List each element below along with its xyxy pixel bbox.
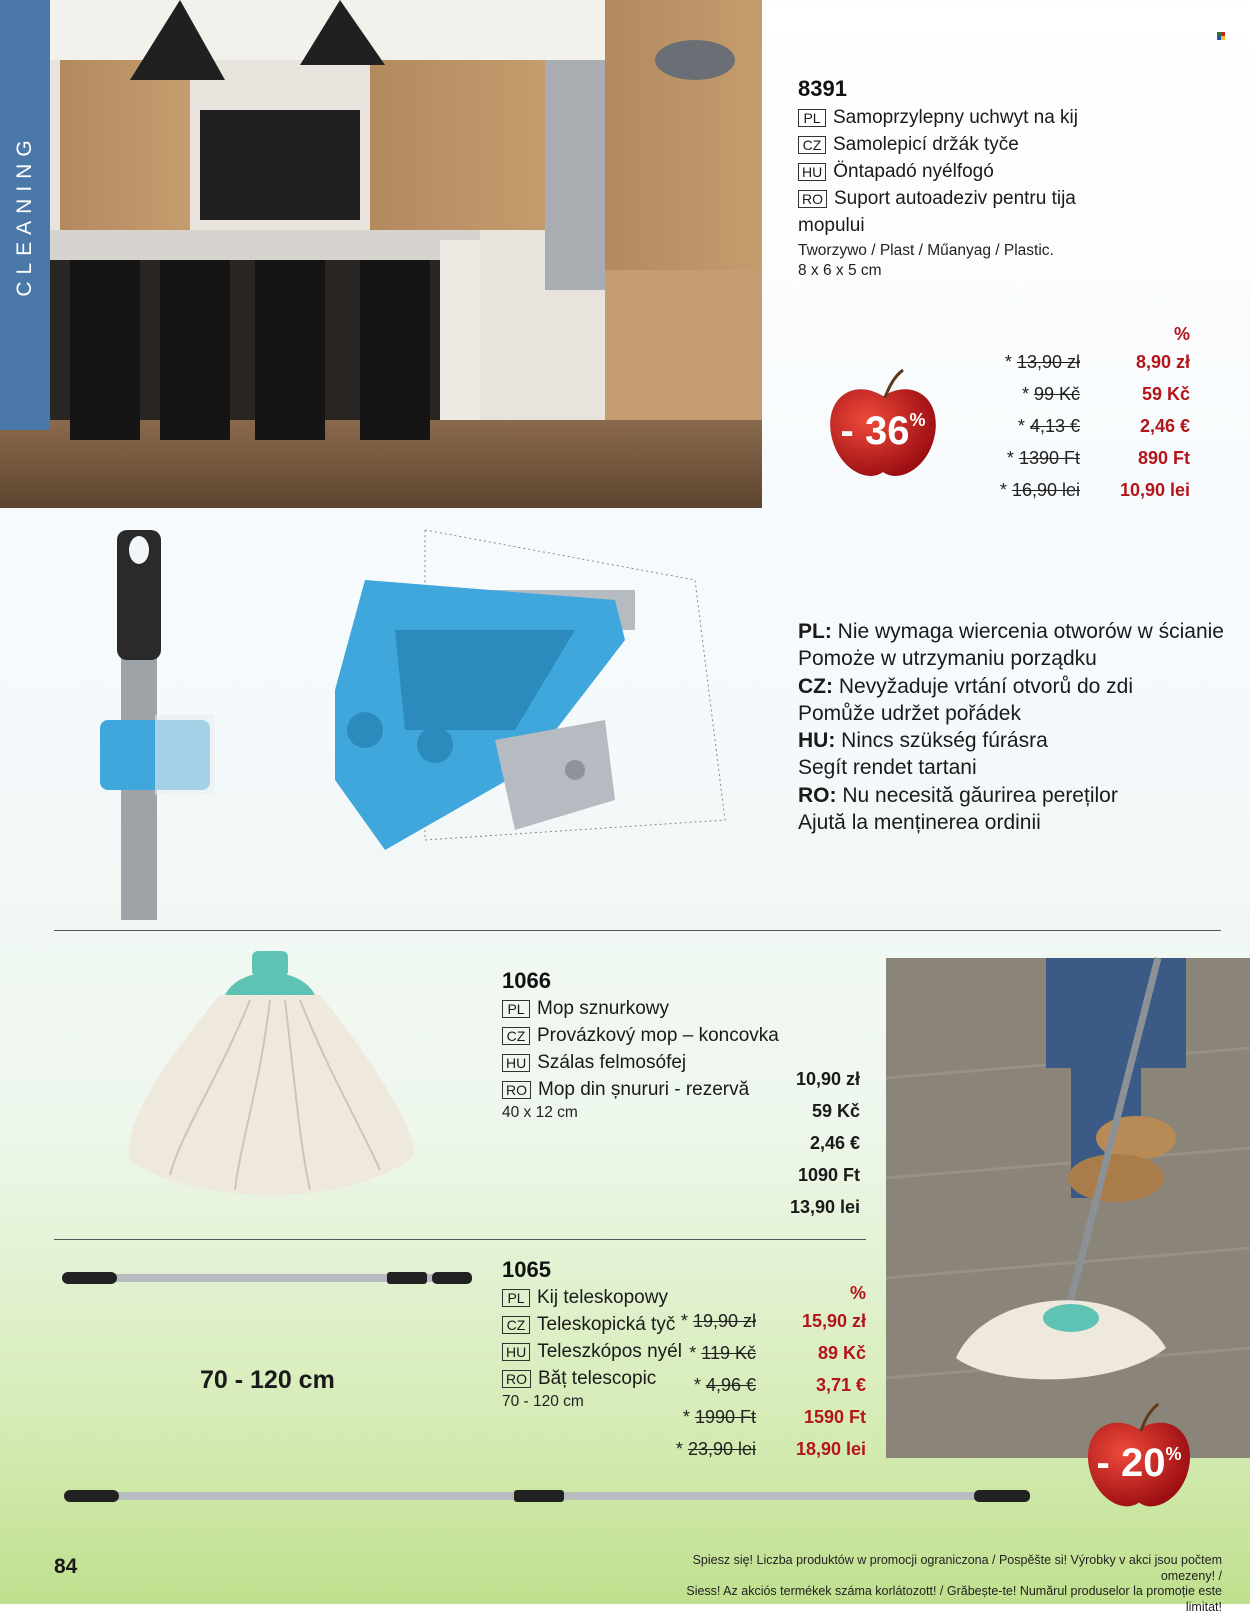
material: Tworzywo / Plast / Műanyag / Plastic.	[798, 242, 1054, 259]
name-text: Băț telescopic	[538, 1368, 657, 1389]
percent-sign: %	[849, 1283, 866, 1303]
name-row	[798, 131, 1078, 158]
price-row	[960, 378, 1190, 410]
dimensions: 70 - 120 cm	[502, 1393, 584, 1410]
lang-tag: HU	[798, 163, 826, 181]
divider	[54, 1239, 866, 1240]
price-row	[960, 442, 1190, 474]
lang-tag: PL	[502, 1289, 530, 1307]
new-price: 3,71 €	[815, 1375, 866, 1395]
name-row	[502, 1022, 779, 1049]
old-price: * 1390 Ft	[1006, 448, 1080, 468]
name-continued: mopului	[798, 215, 865, 236]
name-row	[798, 158, 1078, 185]
price: 59 Kč	[811, 1101, 860, 1121]
promo-disclaimer: Spiesz się! Liczba produktów w promocji ograniczona / Pospěšte si! Výrobky v akci jsou počtem omezeny! / Siess! Az akciós termékek száma korlátozott! / Grăbește-te! Numărul produselor la promoție este limitat!	[686, 1553, 1222, 1614]
lang-tag: RO	[502, 1081, 531, 1099]
flag-icon	[1217, 32, 1225, 40]
divider	[54, 930, 1221, 931]
price-row	[960, 410, 1190, 442]
price-row	[636, 1369, 866, 1401]
price-row	[636, 1401, 866, 1433]
feature-list	[798, 618, 1224, 836]
discount-badge	[1080, 1402, 1198, 1518]
percent-sign: %	[1173, 324, 1190, 344]
price: 1090 Ft	[797, 1165, 860, 1185]
feature-item: HU: Nincs szükség fúrásra	[798, 729, 1048, 753]
name-row	[502, 995, 779, 1022]
old-price: * 4,13 €	[1017, 416, 1080, 436]
badge-value: - 36	[840, 408, 910, 453]
product-code: 8391	[798, 76, 847, 101]
category-sidebar	[0, 0, 50, 430]
old-price: * 1990 Ft	[682, 1407, 756, 1427]
name-text: Mop sznurkowy	[537, 998, 669, 1019]
lang-tag: CZ	[502, 1027, 530, 1045]
product-names	[502, 995, 779, 1123]
name-text: Szálas felmosófej	[537, 1052, 687, 1073]
lang-tag: RO	[798, 190, 827, 208]
length-label: 70 - 120 cm	[200, 1366, 335, 1394]
price-row	[636, 1337, 866, 1369]
telescopic-stick-image-long	[64, 1486, 1030, 1506]
price-list	[636, 1281, 866, 1465]
dimensions: 8 x 6 x 5 cm	[798, 262, 882, 279]
new-price: 59 Kč	[1141, 384, 1190, 404]
old-price: * 19,90 zł	[680, 1311, 756, 1331]
badge-value: - 20	[1096, 1440, 1166, 1485]
name-text: Samoprzylepny uchwyt na kij	[833, 107, 1078, 128]
name-text: Mop din șnururi - rezervă	[538, 1079, 750, 1100]
telescopic-stick-image	[62, 1268, 472, 1288]
new-price: 8,90 zł	[1135, 352, 1190, 372]
price-row	[960, 474, 1190, 506]
product-names	[798, 104, 1078, 281]
product-code: 1065	[502, 1257, 551, 1282]
mopping-photo	[886, 958, 1250, 1458]
feature-item: RO: Nu necesită găurirea pereților	[798, 783, 1118, 807]
new-price: 89 Kč	[817, 1343, 866, 1363]
price-list	[740, 1063, 860, 1223]
price: 10,90 zł	[795, 1069, 860, 1089]
lang-tag: PL	[798, 109, 826, 127]
name-row	[798, 104, 1078, 131]
discount-badge	[823, 368, 943, 488]
price: 13,90 lei	[789, 1197, 860, 1217]
mop-holder-product-image	[95, 520, 735, 920]
mop-head-image	[110, 945, 430, 1225]
name-text: Provázkový mop – koncovka	[537, 1025, 779, 1046]
badge-percent: %	[1165, 1444, 1182, 1464]
old-price: * 16,90 lei	[999, 480, 1080, 500]
category-label: CLEANING	[13, 133, 36, 297]
new-price: 2,46 €	[1139, 416, 1190, 436]
page-number: 84	[54, 1555, 78, 1578]
badge-percent: %	[909, 410, 926, 430]
name-row	[502, 1076, 779, 1103]
new-price: 18,90 lei	[795, 1439, 866, 1459]
lang-tag: CZ	[502, 1316, 530, 1334]
name-text: Samolepicí držák tyče	[833, 134, 1019, 155]
feature-item: PL: Nie wymaga wiercenia otworów w ścianie	[798, 620, 1224, 643]
name-text: Suport autoadeziv pentru tija	[834, 188, 1076, 209]
name-row	[502, 1049, 779, 1076]
price-row	[636, 1305, 866, 1337]
old-price: * 23,90 lei	[675, 1439, 756, 1459]
old-price: * 13,90 zł	[1004, 352, 1080, 372]
new-price: 10,90 lei	[1119, 480, 1190, 500]
lang-tag: HU	[502, 1054, 530, 1072]
old-price: * 4,96 €	[693, 1375, 756, 1395]
lang-tag: CZ	[798, 136, 826, 154]
old-price: * 119 Kč	[689, 1343, 756, 1363]
dimensions: 40 x 12 cm	[502, 1104, 578, 1121]
price-list	[960, 322, 1190, 506]
price-row	[636, 1433, 866, 1465]
kitchen-photo	[0, 0, 762, 508]
lang-tag: PL	[502, 1000, 530, 1018]
name-text: Teleskopická tyč	[537, 1314, 676, 1335]
name-row	[798, 185, 1078, 212]
feature-item: CZ: Nevyžaduje vrtání otvorů do zdi	[798, 674, 1133, 698]
name-text: Kij teleskopowy	[537, 1287, 668, 1308]
feature-item: Pomoże w utrzymaniu porządku	[798, 647, 1097, 671]
new-price: 15,90 zł	[801, 1311, 866, 1331]
new-price: 1590 Ft	[803, 1407, 866, 1427]
feature-item: Pomůže udržet pořádek	[798, 701, 1021, 725]
name-text: Öntapadó nyélfogó	[833, 161, 994, 182]
price-row	[960, 346, 1190, 378]
lang-tag: HU	[502, 1343, 530, 1361]
feature-item: Segít rendet tartani	[798, 756, 977, 780]
product-code: 1066	[502, 968, 551, 993]
old-price: * 99 Kč	[1021, 384, 1080, 404]
lang-tag: RO	[502, 1370, 531, 1388]
new-price: 890 Ft	[1137, 448, 1190, 468]
price: 2,46 €	[809, 1133, 860, 1153]
name-text: Teleszkópos nyél	[537, 1341, 682, 1362]
feature-item: Ajută la menținerea ordinii	[798, 811, 1041, 835]
